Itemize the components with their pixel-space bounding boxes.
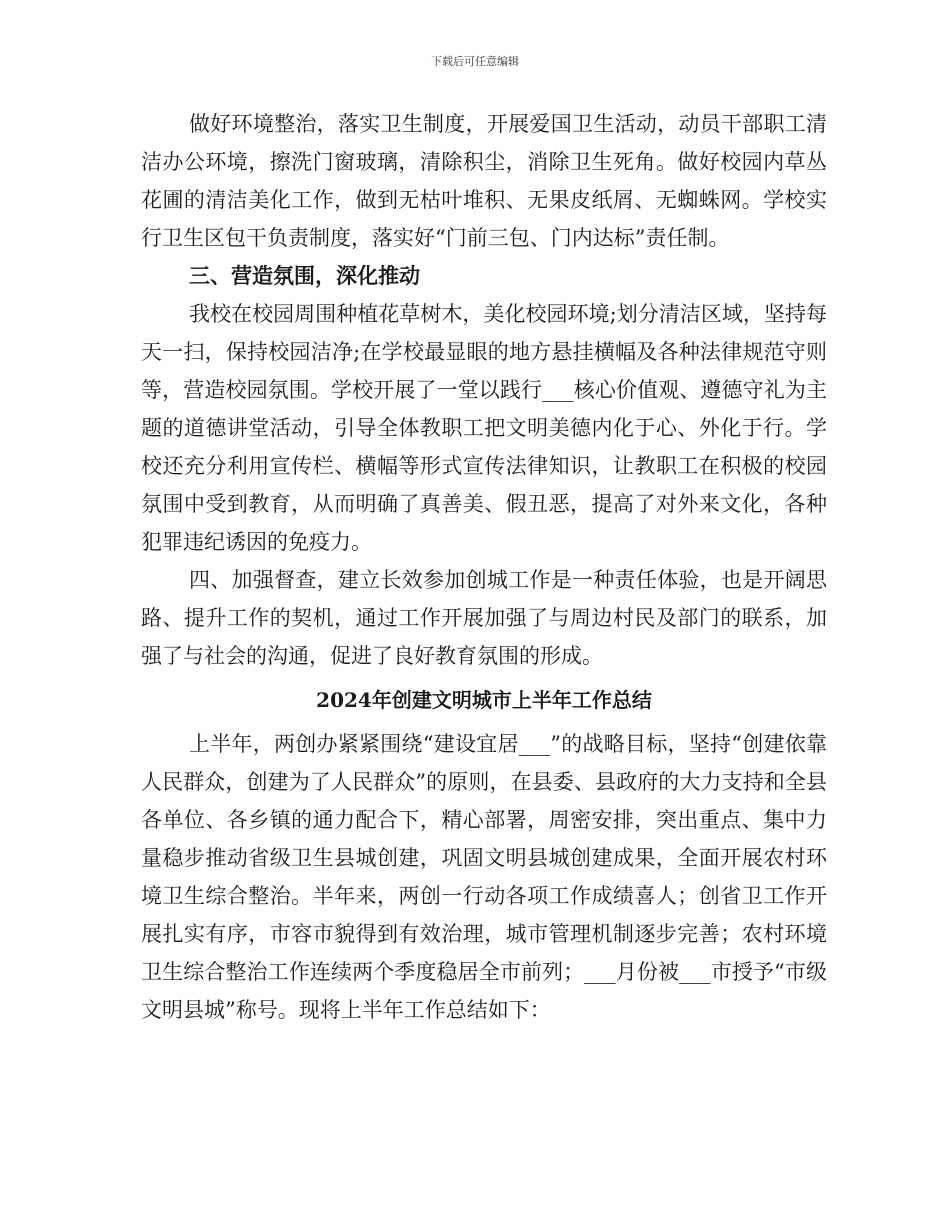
paragraph-sanitation: 做好环境整治，落实卫生制度，开展爱国卫生活动，动员干部职工清洁办公环境，擦洗门窗玻璃，清除积尘，消除卫生死角。做好校园内草丛花圃的清洁美化工作，做到无枯叶堆积、无果皮纸屑、无蜘蛛网。学校实行卫生区包干负责制度，落实好“门前三包、门内达标”责任制。 xyxy=(141,112,827,250)
paragraph-summary: 上半年，两创办紧紧围绕“建设宜居___”的战略目标，坚持“创建依靠人民群众，创建为了人民群众”的原则，在县委、县政府的大力支持和全县各单位、各乡镇的通力配合下，精心部署，周密安排，突出重点、集中力量稳步推动省级卫生县城创建，巩固文明县城创建成果，全面开展农村环境卫生综合整治。半年来，两创一行动各项工作成绩喜人；创省卫工作开展扎实有序，市容市貌得到有效治理，城市管理机制逐步完善；农村环境卫生综合整治工作连续两个季度稳居全市前列；___月份被___市授予“市级文明县城”称号。现将上半年工作总结如下： xyxy=(141,732,827,1022)
paragraph-supervision: 四、加强督查，建立长效参加创城工作是一种责任体验，也是开阔思路、提升工作的契机，通过工作开展加强了与周边村民及部门的联系，加强了与社会的沟通，促进了良好教育氛围的形成。 xyxy=(141,568,827,668)
paragraph-atmosphere: 我校在校园周围种植花草树木，美化校园环境;划分清洁区域，坚持每天一扫，保持校园洁净;在学校最显眼的地方悬挂横幅及各种法律规范守则等，营造校园氛围。学校开展了一堂以践行___核心价值观、遵德守礼为主题的道德讲堂活动，引导全体教职工把文明美德内化于心、外化于行。学校还充分利用宣传栏、横幅等形式宣传法律知识，让教职工在积极的校园氛围中受到教育，从而明确了真善美、假丑恶，提高了对外来文化，各种犯罪违纪诱因的免疫力。 xyxy=(141,302,827,554)
section-heading-3: 三、营造氛围，深化推动 xyxy=(189,263,420,288)
document-body xyxy=(141,105,827,1029)
page-header: 下载后可任意编辑 xyxy=(431,55,519,68)
document-title: 2024年创建文明城市上半年工作总结 xyxy=(316,688,652,712)
